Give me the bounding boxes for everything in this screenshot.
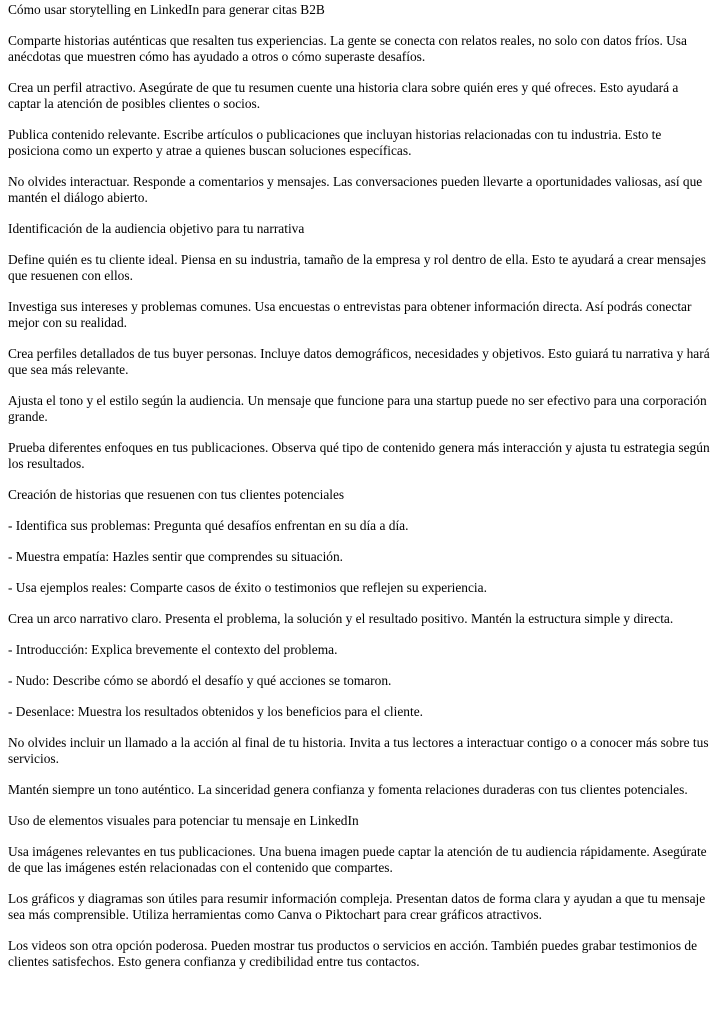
section-heading: Uso de elementos visuales para potenciar tu mensaje en LinkedIn xyxy=(8,813,359,828)
paragraph: Crea perfiles detallados de tus buyer personas. Incluye datos demográficos, necesidades y objetivos. Esto guiará tu narrativa y hará que sea más relevante. xyxy=(8,346,710,377)
list-item: - Identifica sus problemas: Pregunta qué desafíos enfrentan en su día a día. xyxy=(8,518,409,533)
paragraph: Define quién es tu cliente ideal. Piensa en su industria, tamaño de la empresa y rol dentro de ella. Esto te ayudará a crear mensajes que resuenen con ellos. xyxy=(8,252,706,283)
list-item: - Nudo: Describe cómo se abordó el desafío y qué acciones se tomaron. xyxy=(8,673,392,688)
paragraph: Prueba diferentes enfoques en tus publicaciones. Observa qué tipo de contenido genera más interacción y ajusta tu estrategia según los resultados. xyxy=(8,440,710,471)
doc-title: Cómo usar storytelling en LinkedIn para generar citas B2B xyxy=(8,2,325,17)
paragraph: Los videos son otra opción poderosa. Pueden mostrar tus productos o servicios en acción. También puedes grabar testimonios de clientes satisfechos. Esto genera confianza y credibilidad entre tus contactos. xyxy=(8,938,698,969)
paragraph: Mantén siempre un tono auténtico. La sinceridad genera confianza y fomenta relaciones duraderas con tus clientes potenciales. xyxy=(8,782,688,797)
paragraph: No olvides interactuar. Responde a comentarios y mensajes. Las conversaciones pueden llevarte a oportunidades valiosas, así que mantén el diálogo abierto. xyxy=(8,174,703,205)
paragraph: Investiga sus intereses y problemas comunes. Usa encuestas o entrevistas para obtener información directa. Así podrás conectar mejor con su realidad. xyxy=(8,299,692,330)
paragraph: Comparte historias auténticas que resalten tus experiencias. La gente se conecta con relatos reales, no solo con datos fríos. Usa anécdotas que muestren cómo has ayudado a otros o cómo superaste desafíos. xyxy=(8,33,687,64)
list-item: - Usa ejemplos reales: Comparte casos de éxito o testimonios que reflejen su experiencia. xyxy=(8,580,487,595)
paragraph: Crea un arco narrativo claro. Presenta el problema, la solución y el resultado positivo. Mantén la estructura simple y directa. xyxy=(8,611,674,626)
paragraph: Ajusta el tono y el estilo según la audiencia. Un mensaje que funcione para una startup puede no ser efectivo para una corporación grande. xyxy=(8,393,707,424)
paragraph: Publica contenido relevante. Escribe artículos o publicaciones que incluyan historias relacionadas con tu industria. Esto te posiciona como un experto y atrae a quienes buscan soluciones específicas. xyxy=(8,127,662,158)
paragraph: Usa imágenes relevantes en tus publicaciones. Una buena imagen puede captar la atención de tu audiencia rápidamente. Asegúrate de que las imágenes estén relacionadas con el contenido que compartes. xyxy=(8,844,707,875)
section-heading: Creación de historias que resuenen con tus clientes potenciales xyxy=(8,487,345,502)
section-heading: Identificación de la audiencia objetivo para tu narrativa xyxy=(8,221,305,236)
paragraph: Crea un perfil atractivo. Asegúrate de que tu resumen cuente una historia clara sobre quién eres y qué ofreces. Esto ayudará a captar la atención de posibles clientes o socios. xyxy=(8,80,679,111)
list-item: - Muestra empatía: Hazles sentir que comprendes su situación. xyxy=(8,549,344,564)
list-item: - Introducción: Explica brevemente el contexto del problema. xyxy=(8,642,338,657)
list-item: - Desenlace: Muestra los resultados obtenidos y los beneficios para el cliente. xyxy=(8,704,423,719)
paragraph: Los gráficos y diagramas son útiles para resumir información compleja. Presentan datos de forma clara y ayudan a que tu mensaje sea más comprensible. Utiliza herramientas como Canva o Piktochart para crear gráficos atractivos. xyxy=(8,891,706,922)
paragraph: No olvides incluir un llamado a la acción al final de tu historia. Invita a tus lectores a interactuar contigo o a conocer más sobre tus servicios. xyxy=(8,735,709,766)
